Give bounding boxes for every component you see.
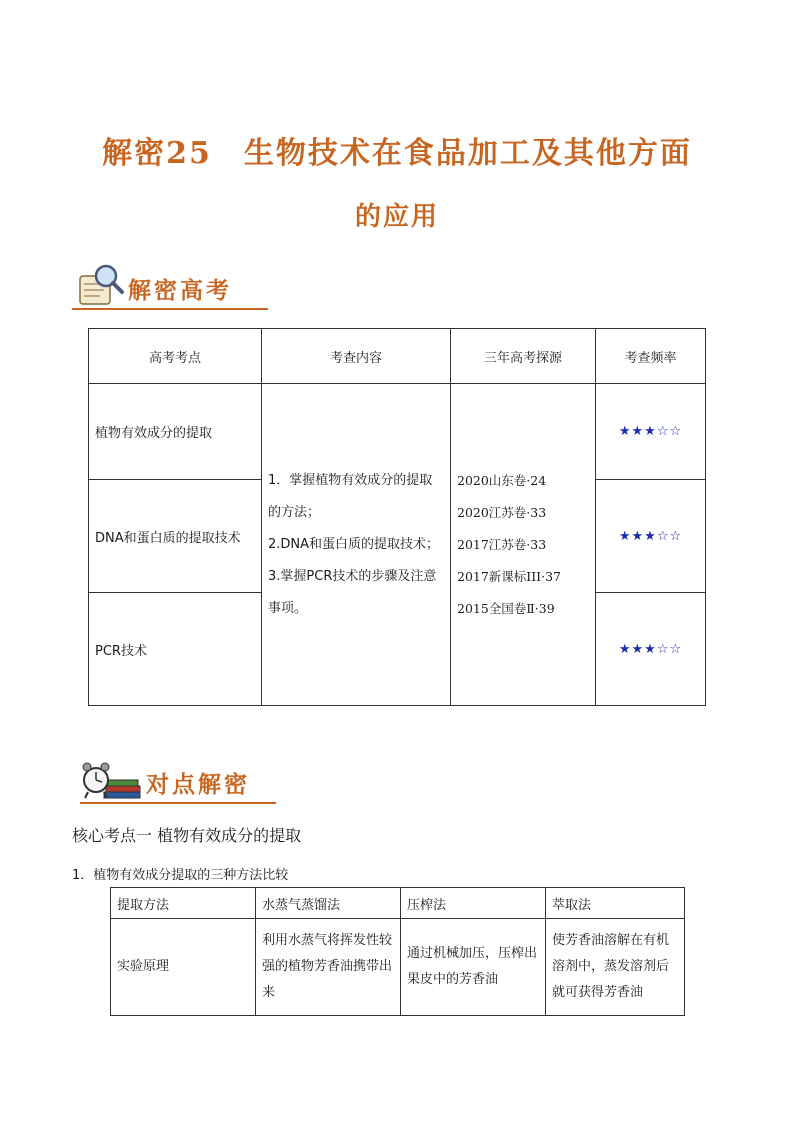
content-line: 2.DNA和蛋白质的提取技术；: [268, 536, 440, 552]
page-title: 解密25 生物技术在食品加工及其他方面: [102, 136, 692, 171]
header-cell: 萃取法: [546, 888, 685, 919]
header-cell: 提取方法: [111, 888, 256, 919]
header-cell: 水蒸气蒸馏法: [256, 888, 401, 919]
section-header-jiemi-gaokao: [72, 262, 268, 322]
table-cell: 利用水蒸气将挥发性较强的植物芳香油携带出来: [256, 919, 401, 1016]
source-line: 2017新课标III·37: [457, 568, 562, 584]
topic-cell: DNA和蛋白质的提取技术: [89, 480, 262, 593]
section-underline: [80, 802, 276, 804]
method-comparison-table: [110, 887, 685, 1016]
content-line: 3.掌握PCR技术的步骤及注意事项。: [268, 568, 437, 616]
section-header-duidian-jiemi: [80, 756, 276, 816]
header-cell: 三年高考探源: [451, 329, 596, 384]
source-line: 2017江苏卷·33: [457, 536, 547, 552]
header-cell: 高考考点: [89, 329, 262, 384]
topic-cell: 植物有效成分的提取: [89, 384, 262, 480]
magnifier-notepad-icon: [74, 262, 126, 308]
section-title: 对点解密: [146, 771, 250, 798]
table-cell: 通过机械加压，压榨出果皮中的芳香油: [401, 919, 546, 1016]
section-underline: [72, 308, 268, 310]
source-line: 2020江苏卷·33: [457, 504, 547, 520]
table-cell: 使芳香油溶解在有机溶剂中，蒸发溶剂后就可获得芳香油: [546, 919, 685, 1016]
table-row: [111, 919, 685, 1016]
alarm-clock-books-icon: [80, 756, 142, 802]
exam-overview-table: [88, 328, 706, 706]
frequency-stars: ★★★☆☆: [596, 384, 706, 480]
content-cell: [262, 384, 451, 706]
frequency-stars: ★★★☆☆: [596, 593, 706, 706]
table-header-row: [111, 888, 685, 919]
content-line: 1．掌握植物有效成分的提取的方法；: [268, 472, 433, 520]
item-title: 1．植物有效成分提取的三种方法比较: [72, 868, 289, 883]
table-row: [89, 384, 706, 480]
header-cell: 考查频率: [596, 329, 706, 384]
header-cell: 考查内容: [262, 329, 451, 384]
page-title-continued: 的应用: [354, 202, 439, 232]
topic-cell: PCR技术: [89, 593, 262, 706]
source-line: 2015全国卷Ⅱ·39: [457, 600, 555, 616]
frequency-stars: ★★★☆☆: [596, 480, 706, 593]
core-point-title: 核心考点一 植物有效成分的提取: [72, 826, 302, 845]
source-line: 2020山东卷·24: [457, 472, 547, 488]
row-label-cell: 实验原理: [111, 919, 256, 1016]
source-cell: [451, 384, 596, 706]
table-header-row: [89, 329, 706, 384]
section-title: 解密高考: [128, 277, 232, 304]
header-cell: 压榨法: [401, 888, 546, 919]
